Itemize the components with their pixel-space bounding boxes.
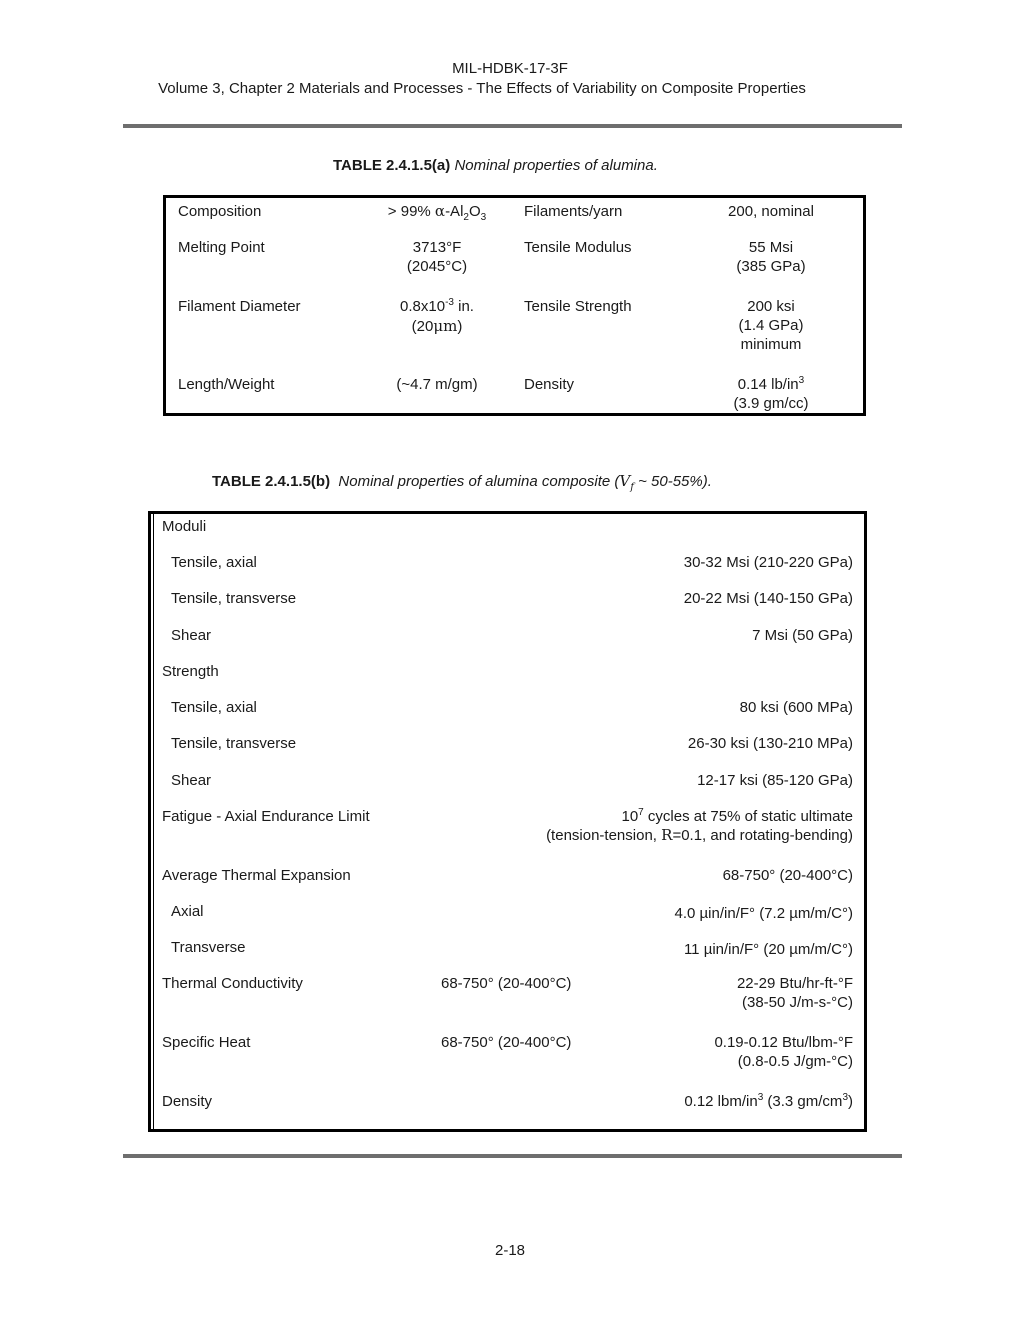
value-tensile-modulus-gpa: (385 GPa) [736, 258, 806, 275]
value-density-gcc: (3.9 gm/cc) [733, 395, 809, 412]
row-value-l2: (0.8-0.5 J/gm-°C) [737, 1053, 853, 1070]
caption-text-pre: Nominal properties of alumina composite ( [338, 473, 620, 490]
table-b-caption-text: Nominal properties of alumina composite ($V_f$ ~ 50-55%). [338, 472, 712, 493]
label-composition: Composition [178, 203, 262, 220]
row-value: 80 ksi (600 MPa) [739, 699, 853, 716]
label-melting-point: Melting Point [178, 239, 265, 256]
row-label-fatigue: Fatigue - Axial Endurance Limit [162, 808, 370, 825]
label-filaments-yarn: Filaments/yarn [524, 203, 623, 220]
value-density-lb: 0.14 $lb/in^3$ [737, 375, 805, 393]
row-label-moduli: Moduli [162, 518, 207, 535]
value-filament-diameter-in: $0.8x10^{-3}$ in. [400, 297, 474, 315]
label-tensile-strength: Tensile Strength [524, 298, 632, 315]
row-label: Tensile, transverse [171, 735, 297, 752]
value-tensile-strength-gpa: (1.4 GPa) [738, 317, 804, 334]
fatigue-l2-pre: (tension-tension, [546, 827, 662, 844]
value-length-weight: (~4.7 m/gm) [396, 376, 478, 393]
row-value: 20-22 Msi (140-150 GPa) [683, 590, 853, 607]
row-label-density: Density [162, 1093, 213, 1110]
label-filament-diameter: Filament Diameter [178, 298, 301, 315]
alumina-composite-properties-table [148, 511, 867, 1132]
value-melting-point-f: 3713°F [412, 239, 462, 256]
row-value-l2: (38-50 J/m-s-°C) [741, 994, 853, 1011]
table-b-top-gap [413, 514, 416, 517]
table-b-inner-border [153, 514, 154, 1129]
table-a-caption-label: TABLE 2.4.1.5(a) [333, 157, 451, 174]
row-value-fatigue-l1: $10^7$ cycles at 75% of static ultimate [621, 807, 853, 825]
bottom-divider [123, 1154, 902, 1158]
value-filaments-yarn: 200, nominal [728, 203, 814, 220]
row-label: Tensile, axial [171, 554, 257, 571]
row-value: 30-32 Msi (210-220 GPa) [683, 554, 853, 571]
value-tensile-strength-ksi: 200 ksi [747, 298, 795, 315]
fatigue-l2-post: =0.1, and rotating-bending) [672, 827, 853, 844]
page-number: 2-18 [494, 1242, 526, 1259]
value-tensile-modulus-msi: 55 Msi [748, 239, 794, 256]
row-value: 12-17 ksi (85-120 GPa) [697, 772, 853, 789]
label-density: Density [524, 376, 575, 393]
row-value-l1: 22-29 Btu/hr-ft-°F [736, 975, 853, 992]
row-label-specific-heat: Specific Heat [162, 1034, 251, 1051]
top-divider [123, 124, 902, 128]
row-value: 7 Msi (50 GPa) [752, 627, 853, 644]
row-temp-range: 68-750° (20-400°C) [441, 975, 572, 992]
value-tensile-strength-min: minimum [740, 336, 802, 353]
label-length-weight: Length/Weight [178, 376, 275, 393]
value-composition: > 99% $\alpha-Al_2O_3$ [387, 202, 487, 223]
row-value: 26-30 ksi (130-210 MPa) [687, 735, 853, 752]
row-temp-range: 68-750° (20-400°C) [441, 1034, 572, 1051]
value-filament-diameter-um: (20μm) [411, 317, 463, 335]
row-value-fatigue-l2: (tension-tension, R=0.1, and rotating-bending) [546, 826, 853, 844]
row-value-density: 0.12 lbm/$in^3$ (3.3 $gm/cm^3$) [684, 1092, 853, 1110]
row-label: Shear [171, 627, 212, 644]
row-value: 4.0 µin/in/F° (7.2 µm/m/C°) [674, 905, 853, 922]
value-melting-point-c: (2045°C) [406, 258, 468, 275]
row-label-strength: Strength [162, 663, 219, 680]
label-tensile-modulus: Tensile Modulus [524, 239, 632, 256]
row-value: 68-750° (20-400°C) [722, 867, 853, 884]
row-label: Tensile, transverse [171, 590, 297, 607]
table-b-caption [212, 472, 712, 493]
row-value-l1: 0.19-0.12 Btu/lbm-°F [714, 1034, 853, 1051]
table-b-top-gap [612, 514, 615, 517]
table-a-caption [333, 157, 658, 174]
row-label: Axial [171, 903, 204, 920]
row-value: 11 µin/in/F° (20 µm/m/C°) [683, 941, 853, 958]
document-id: MIL-HDBK-17-3F [452, 60, 568, 77]
table-b-caption-label: TABLE 2.4.1.5(b) [212, 473, 331, 490]
alumina-properties-table [163, 195, 866, 416]
chapter-title: Volume 3, Chapter 2 Materials and Processes - The Effects of Variability on Composite Properties [158, 80, 806, 97]
row-label-thermal-conductivity: Thermal Conductivity [162, 975, 303, 992]
row-label: Shear [171, 772, 212, 789]
table-a-caption-text: Nominal properties of alumina. [454, 157, 658, 174]
row-label-thermal-expansion: Average Thermal Expansion [162, 867, 351, 884]
row-label: Tensile, axial [171, 699, 257, 716]
row-label: Transverse [171, 939, 246, 956]
caption-text-post: ~ 50-55%). [633, 473, 712, 490]
